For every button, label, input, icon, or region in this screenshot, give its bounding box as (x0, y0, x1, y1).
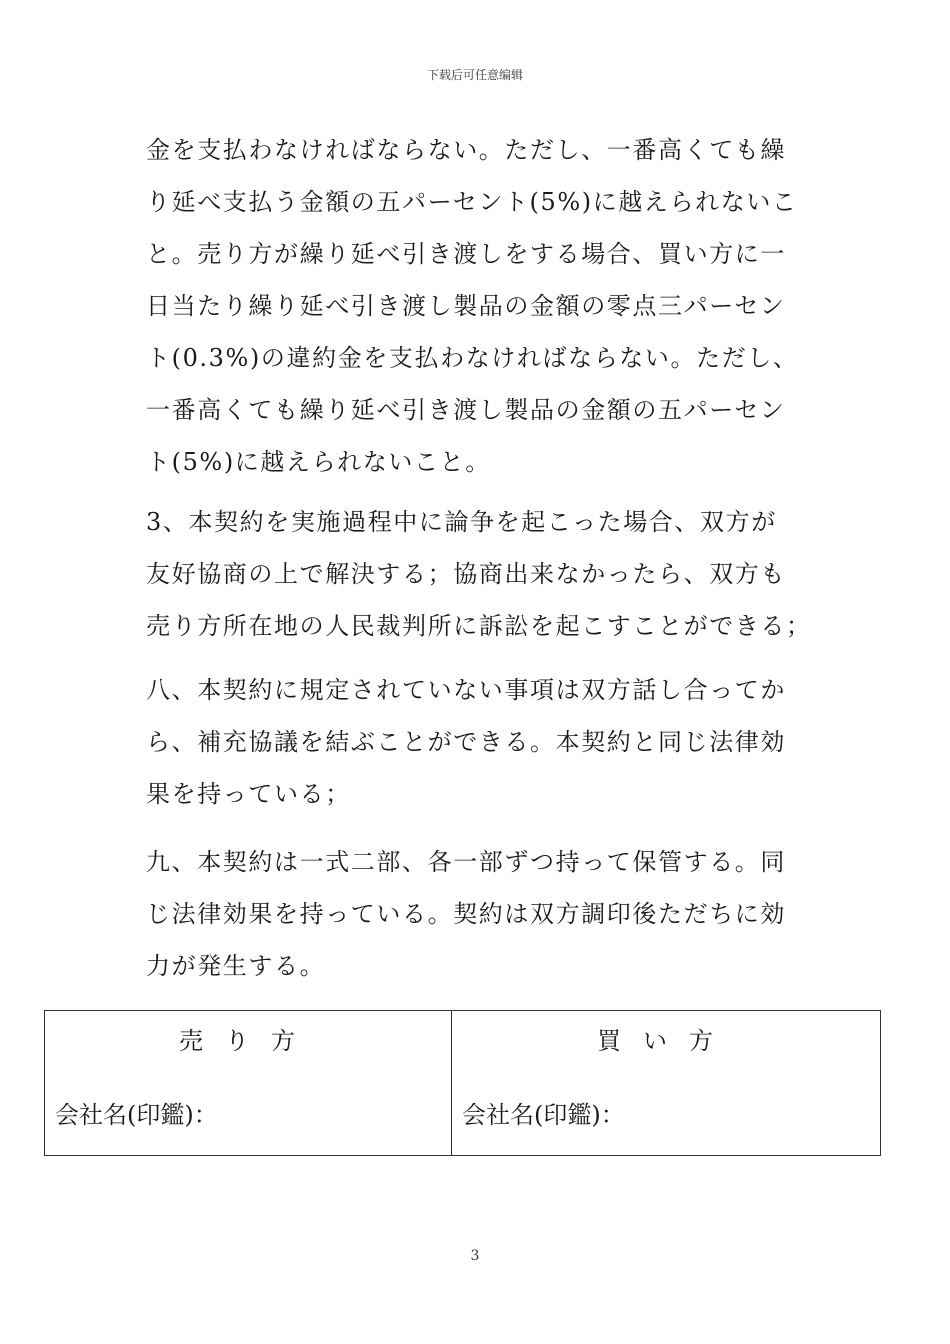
text-line: 3、本契約を実施過程中に論争を起こった場合、双方が (146, 508, 777, 536)
text-line: ら、補充協議を結ぶことができる。本契約と同じ法律効 (146, 728, 786, 756)
text-line: り延べ支払う金額の五パーセント(5%)に越えられないこ (146, 188, 798, 216)
text-line: ト(0.3%)の違約金を支払わなければならない。ただし、 (146, 344, 799, 372)
signature-table (44, 1010, 881, 1156)
text-line: じ法律効果を持っている。契約は双方調印後ただちに効 (146, 900, 786, 928)
page-header: 下载后可任意编辑 (426, 68, 523, 82)
paragraph-penalty (146, 124, 799, 488)
paragraph-dispute (146, 496, 812, 652)
text-line: 一番高くても繰り延べ引き渡し製品の金額の五パーセン (146, 396, 786, 424)
text-line: 力が発生する。 (146, 952, 326, 980)
text-line: 果を持っている； (146, 780, 351, 808)
text-line: 日当たり繰り延べ引き渡し製品の金額の零点三パーセン (146, 292, 786, 320)
text-line: 友好協商の上で解決する；協商出来なかったら、双方も (146, 560, 786, 588)
text-line: 売り方所在地の人民裁判所に訴訟を起こすことができる； (146, 612, 812, 640)
text-line: 八、本契約に規定されていない事項は双方話し合ってか (146, 676, 786, 704)
text-line: 金を支払わなければならない。ただし、一番高くても繰 (146, 136, 786, 164)
page-number: 3 (470, 1248, 480, 1264)
text-line: 九、本契約は一式二部、各一部ずつ持って保管する。同 (146, 848, 786, 876)
buyer-company-label: 会社名(印鑑)： (462, 1101, 625, 1129)
text-line: ト(5%)に越えられないこと。 (146, 448, 491, 476)
buyer-cell (452, 1011, 881, 1156)
text-line: と。売り方が繰り延べ引き渡しをする場合、買い方に一 (146, 240, 786, 268)
seller-title: 売り方 (179, 1027, 317, 1055)
buyer-title: 買い方 (597, 1027, 735, 1055)
seller-company-label: 会社名(印鑑)： (55, 1101, 218, 1129)
paragraph-article-8 (146, 664, 786, 820)
paragraph-article-9 (146, 836, 786, 992)
seller-cell (45, 1011, 452, 1156)
